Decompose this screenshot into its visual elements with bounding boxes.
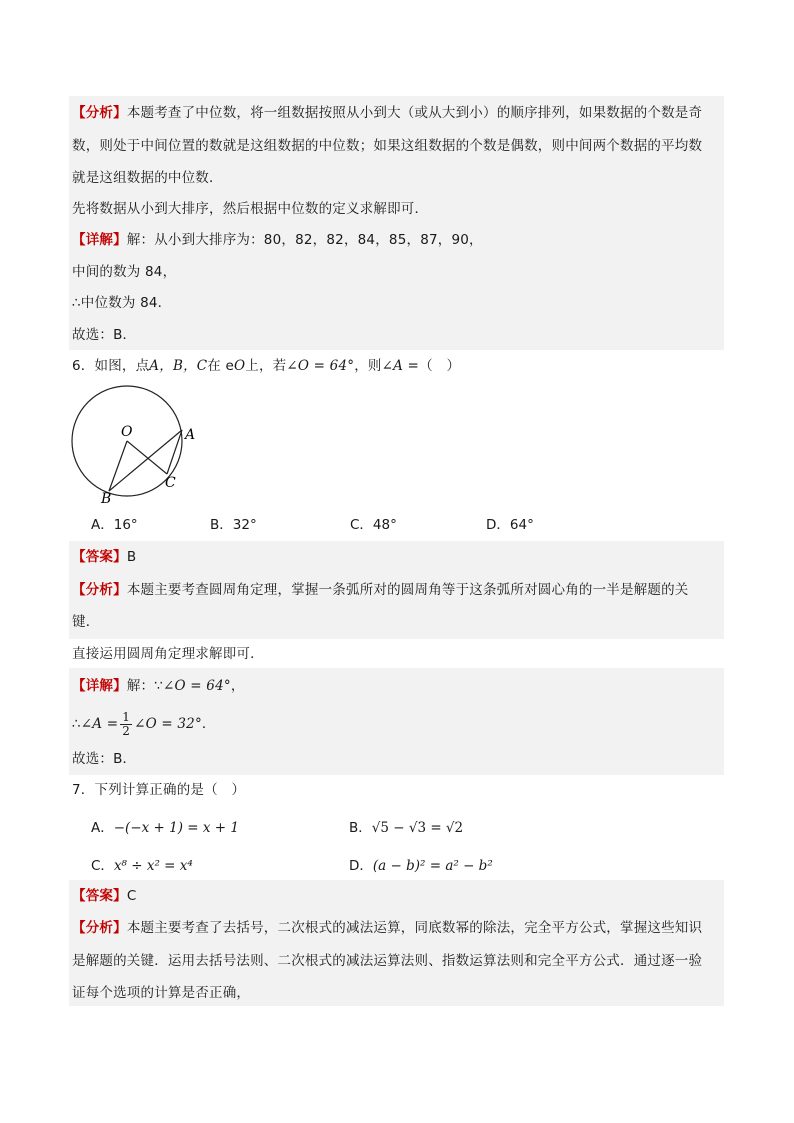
q5-choose: 故选：B． xyxy=(72,327,137,343)
q6-stem-mid: 上，若 xyxy=(245,358,287,374)
q7-analysis-text-1: 本题主要考查了去括号，二次根式的减法运算，同底数幂的除法，完全平方公式，掌握这些知识 xyxy=(126,920,703,936)
q6-detail-angle-o: ∠O = 64° xyxy=(163,678,231,694)
label-a: A xyxy=(185,427,196,443)
q7-option-c[interactable] xyxy=(91,856,193,876)
q7-option-d-label: D． xyxy=(349,858,373,874)
q7-answer xyxy=(72,886,136,906)
q6-option-a[interactable]: A．16° xyxy=(91,517,138,533)
q6-angle-a: ∠A = xyxy=(381,358,420,374)
q6-option-b[interactable]: B．32° xyxy=(210,517,257,533)
label-b: B xyxy=(101,491,112,506)
q7-option-a-label: A． xyxy=(91,820,114,836)
q6-detail-because: 解：∵ xyxy=(126,678,164,694)
q5-analysis-text-1: 本题考查了中位数，将一组数据按照从小到大（或从大到小）的顺序排列，如果数据的个数是奇 xyxy=(126,105,703,121)
q5-detail-text-1: 解：从小到大排序为：80，82，82，84，85，87，90， xyxy=(126,232,483,248)
q6-stem-end: （ ） xyxy=(419,358,461,374)
q6-option-d[interactable]: D．64° xyxy=(486,517,534,533)
q6-answer xyxy=(72,547,136,567)
q5-method: 先将数据从小到大排序，然后根据中位数的定义求解即可． xyxy=(72,201,429,217)
fraction-denominator: 2 xyxy=(122,723,131,738)
analysis-tag: 【分析】 xyxy=(72,105,127,121)
q7-option-c-expr: x⁸ ÷ x² = x⁴ xyxy=(113,858,193,874)
q7-analysis-line-1 xyxy=(72,918,702,938)
q6-analysis-line-1 xyxy=(72,580,689,600)
q6-stem xyxy=(72,356,460,376)
q5-analysis-line-2: 数，则处于中间位置的数就是这组数据的中位数；如果这组数据的个数是偶数，则中间两个数据的平均数 xyxy=(72,138,703,154)
q7-analysis-line-3: 证每个选项的计算是否正确， xyxy=(72,985,251,1001)
q6-detail-result: ∠O = 32° xyxy=(134,716,202,732)
label-c: C xyxy=(165,475,176,491)
q5-analysis-line-1 xyxy=(72,103,702,123)
q5-detail-line-3: ∴中位数为 84． xyxy=(72,295,172,311)
q6-detail-period: ． xyxy=(201,716,216,732)
q7-stem: 7．下列计算正确的是（ ） xyxy=(72,782,246,798)
q6-analysis-line-2: 键． xyxy=(72,614,100,630)
fraction-one-half xyxy=(120,711,132,738)
circle-figure xyxy=(66,384,206,506)
segment-oc xyxy=(127,441,167,474)
q6-choose: 故选：B． xyxy=(72,751,137,767)
q6-on-circle: 在 e xyxy=(207,358,234,374)
detail-tag: 【详解】 xyxy=(72,232,127,248)
q6-stem-then: ，则 xyxy=(354,358,382,374)
answer-tag: 【答案】 xyxy=(72,888,127,904)
q6-stem-prefix: 6．如图，点 xyxy=(72,358,150,374)
analysis-tag: 【分析】 xyxy=(72,920,127,936)
q7-option-a-expr: −(−x + 1) = x + 1 xyxy=(113,820,239,836)
q6-circle-name: O xyxy=(234,358,246,374)
q6-option-c[interactable]: C．48° xyxy=(350,517,397,533)
q6-detail-therefore: ∴ xyxy=(72,716,81,732)
fraction-numerator: 1 xyxy=(122,709,131,724)
q7-option-b[interactable] xyxy=(349,818,463,838)
q6-detail-angle-a: ∠A = xyxy=(80,716,119,732)
q7-option-d-expr: (a − b)² = a² − b² xyxy=(372,858,493,874)
q6-detail-comma: ， xyxy=(230,678,245,694)
answer-tag: 【答案】 xyxy=(72,549,127,565)
q5-analysis-line-3: 就是这组数据的中位数． xyxy=(72,170,223,186)
q6-points: A，B，C xyxy=(149,358,208,374)
analysis-tag: 【分析】 xyxy=(72,582,127,598)
q7-option-c-label: C． xyxy=(91,858,114,874)
detail-tag: 【详解】 xyxy=(72,678,127,694)
label-o: O xyxy=(121,424,133,440)
q5-detail-line-2: 中间的数为 84， xyxy=(72,264,177,280)
q6-method: 直接运用圆周角定理求解即可． xyxy=(72,646,264,662)
q7-answer-value: C xyxy=(126,888,137,904)
q7-analysis-line-2: 是解题的关键．运用去括号法则、二次根式的减法运算法则、指数运算法则和完全平方公式．通过逐一验 xyxy=(72,953,703,969)
q6-analysis-text-1: 本题主要考查圆周角定理，掌握一条弧所对的圆周角等于这条弧所对圆心角的一半是解题的关 xyxy=(126,582,689,598)
q6-detail-line-1 xyxy=(72,676,245,696)
q6-answer-value: B xyxy=(126,549,137,565)
q7-option-a[interactable] xyxy=(91,818,239,838)
q6-detail-line-2 xyxy=(72,708,216,740)
q5-detail-line-1 xyxy=(72,230,483,250)
q7-option-b-label: B． xyxy=(349,820,372,836)
q7-option-b-expr: √5 − √3 = √2 xyxy=(371,820,464,836)
q7-option-d[interactable] xyxy=(349,856,493,876)
q6-angle-o: ∠O = 64° xyxy=(286,358,355,374)
